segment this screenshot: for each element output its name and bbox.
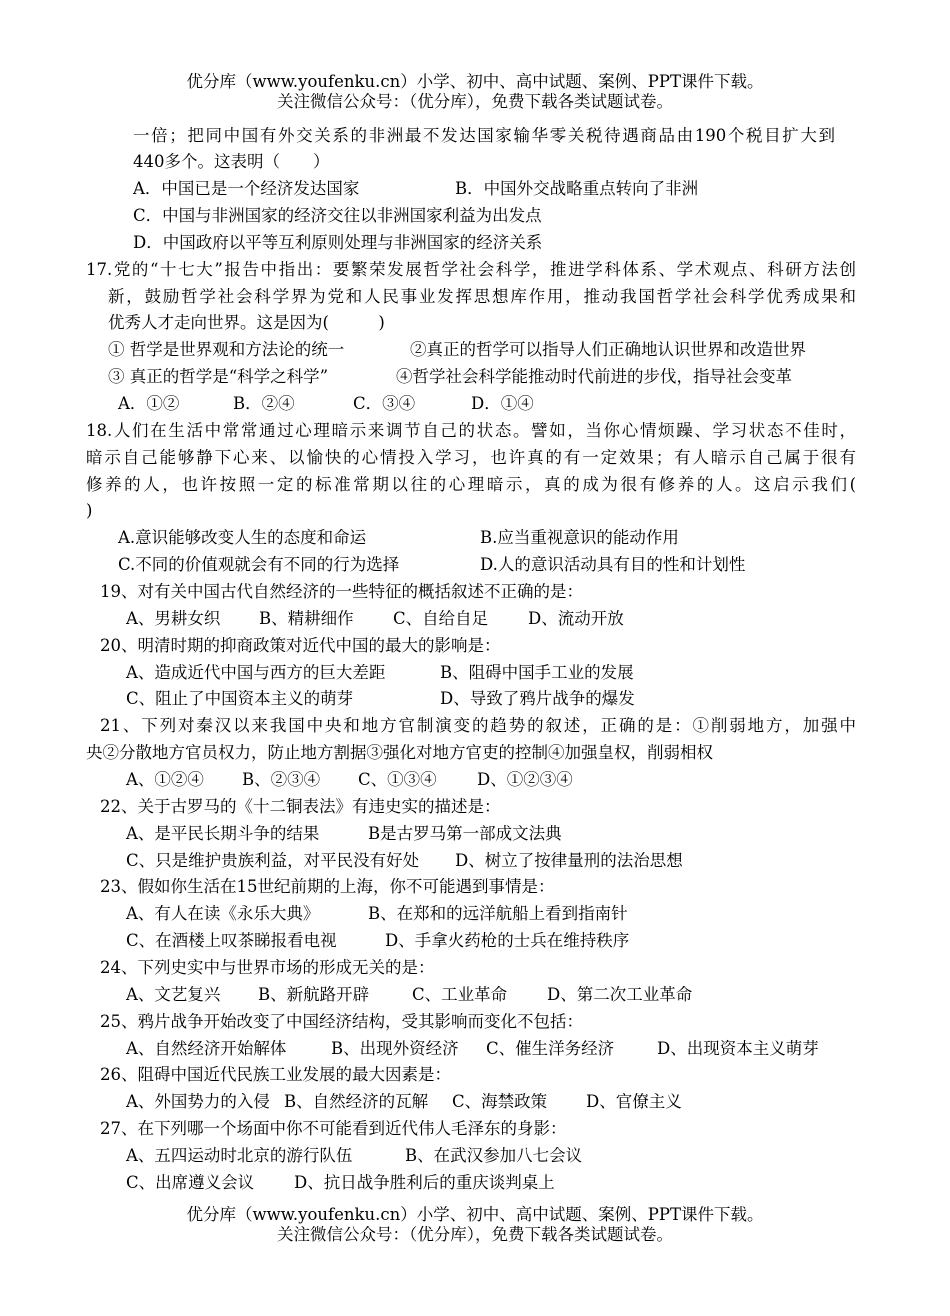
q23-text: 23、假如你生活在15世纪前期的上海，你不可能遇到事情是： [100,877,555,896]
footer-line-1: 优分库（www.youfenku.cn）小学、初中、高中试题、案例、PPT课件下载。 [186,1205,764,1224]
q20-option-c: C、阻止了中国资本主义的萌芽 [126,689,354,708]
q20-option-d: D、导致了鸦片战争的爆发 [440,689,635,708]
q18-option-a: A.意识能够改变人生的态度和命运 [118,528,367,547]
q24-option-d: D、第二次工业革命 [547,985,693,1004]
q18-text-line-2: 暗示自己能够静下心来、以愉快的心情投入学习，也许真的有一定效果；有人暗示自己属于很有 [86,448,856,467]
q23-option-d: D、手拿火药枪的士兵在维持秩序 [385,931,630,950]
q27-option-c: C、出席遵义会议 [126,1173,255,1192]
q24-option-b: B、新航路开辟 [258,985,370,1004]
q27-option-a: A、五四运动时北京的游行队伍 [126,1146,353,1165]
q18-text-line-4: ) [86,501,93,520]
q26-option-d: D、官僚主义 [586,1092,682,1111]
q17-option-a: A．①② [118,394,180,413]
q16-option-b: B．中国外交战略重点转向了非洲 [455,179,699,198]
q21-text-line-1: 21、下列对秦汉以来我国中央和地方官制演变的趋势的叙述，正确的是：①削弱地方，加强中 [100,716,856,735]
q22-text: 22、关于古罗马的《十二铜表法》有违史实的描述是： [100,797,501,816]
header-line-2: 关注微信公众号：（优分库），免费下载各类试题试卷。 [277,92,673,111]
q22-option-a: A、是平民长期斗争的结果 [126,824,320,843]
q19-option-b: B、精耕细作 [259,609,354,628]
q17-item-2: ②真正的哲学可以指导人们正确地认识世界和改造世界 [410,340,806,359]
q16-text-line-1: 一倍；把同中国有外交关系的非洲最不发达国家输华零关税待遇商品由190个税目扩大到 [133,126,835,145]
q27-option-b: B、在武汉参加八七会议 [405,1146,583,1165]
q17-item-3: ③ 真正的哲学是“科学之科学” [108,367,329,386]
q16-text-line-2: 440多个。这表明（ ） [133,152,330,171]
q21-text-line-2: 央②分散地方官员权力，防止地方割据③强化对地方官吏的控制④加强皇权，削弱相权 [86,743,713,762]
q16-option-a: A．中国已是一个经济发达国家 [133,179,360,198]
q24-option-a: A、文艺复兴 [126,985,221,1004]
q17-item-1: ① 哲学是世界观和方法论的统一 [108,340,345,359]
q16-option-c: C．中国与非洲国家的经济交往以非洲国家利益为出发点 [133,206,542,225]
q17-text-line-3: 优秀人才走向世界。这是因为( ) [108,313,385,332]
q25-option-c: C、催生洋务经济 [486,1039,615,1058]
q17-option-c: C．③④ [353,394,416,413]
q22-option-c: C、只是维护贵族利益，对平民没有好处 [126,851,420,870]
q26-text: 26、阻碍中国近代民族工业发展的最大因素是： [100,1065,451,1084]
q25-option-b: B、出现外资经济 [331,1039,459,1058]
q21-option-c: C、①③④ [358,770,437,789]
q17-option-b: B．②④ [233,394,295,413]
q26-option-b: B、自然经济的瓦解 [284,1092,429,1111]
q18-option-c: C.不同的价值观就会有不同的行为选择 [118,555,400,574]
q23-option-b: B、在郑和的远洋航船上看到指南针 [368,904,628,923]
q27-option-d: D、抗日战争胜利后的重庆谈判桌上 [294,1173,555,1192]
q20-option-b: B、阻碍中国手工业的发展 [440,663,634,682]
q20-text: 20、明清时期的抑商政策对近代中国的最大的影响是： [100,636,501,655]
q22-option-d: D、树立了按律量刑的法治思想 [455,851,683,870]
q20-option-a: A、造成近代中国与西方的巨大差距 [126,663,386,682]
q21-option-d: D、①②③④ [477,770,573,789]
header-line-1: 优分库（www.youfenku.cn）小学、初中、高中试题、案例、PPT课件下载。 [186,72,764,91]
q18-text-line-3: 修养的人，也许按照一定的标准常期以往的心理暗示，真的成为很有修养的人。这启示我们( [86,475,856,494]
q19-option-d: D、流动开放 [528,609,624,628]
q17-text-line-1: 17.党的“十七大”报告中指出：要繁荣发展哲学社会科学，推进学科体系、学术观点、科研方法创 [86,260,856,279]
q22-option-b: B是古罗马第一部成文法典 [368,824,562,843]
footer-line-2: 关注微信公众号：（优分库），免费下载各类试题试卷。 [277,1225,673,1244]
q19-text: 19、对有关中国古代自然经济的一些特征的概括叙述不正确的是： [100,582,583,601]
q19-option-a: A、男耕女织 [126,609,221,628]
q21-option-a: A、①②④ [126,770,204,789]
q18-option-b: B.应当重视意识的能动作用 [480,528,679,547]
q26-option-a: A、外国势力的入侵 [126,1092,270,1111]
q24-text: 24、下列史实中与世界市场的形成无关的是： [100,958,435,977]
q25-option-a: A、自然经济开始解体 [126,1039,287,1058]
q16-option-d: D．中国政府以平等互利原则处理与非洲国家的经济关系 [133,233,543,252]
q17-item-4: ④哲学社会科学能推动时代前进的步伐，指导社会变革 [396,367,792,386]
q18-text-line-1: 18.人们在生活中常常通过心理暗示来调节自己的状态。譬如，当你心情烦躁、学习状态不佳时， [86,421,856,440]
q25-text: 25、鸦片战争开始改变了中国经济结构，受其影响而变化不包括： [100,1012,583,1031]
q17-option-d: D．①④ [471,394,534,413]
q25-option-d: D、出现资本主义萌芽 [657,1039,819,1058]
q19-option-c: C、自给自足 [393,609,489,628]
q23-option-c: C、在酒楼上叹茶睇报看电视 [126,931,337,950]
q24-option-c: C、工业革命 [412,985,508,1004]
q21-option-b: B、②③④ [242,770,321,789]
q23-option-a: A、有人在读《永乐大典》 [126,904,320,923]
q27-text: 27、在下列哪一个场面中你不可能看到近代伟人毛泽东的身影： [100,1119,567,1138]
q18-option-d: D.人的意识活动具有目的性和计划性 [480,555,746,574]
q26-option-c: C、海禁政策 [452,1092,548,1111]
q17-text-line-2: 新，鼓励哲学社会科学界为党和人民事业发挥思想库作用，推动我国哲学社会科学优秀成果和 [108,287,856,306]
